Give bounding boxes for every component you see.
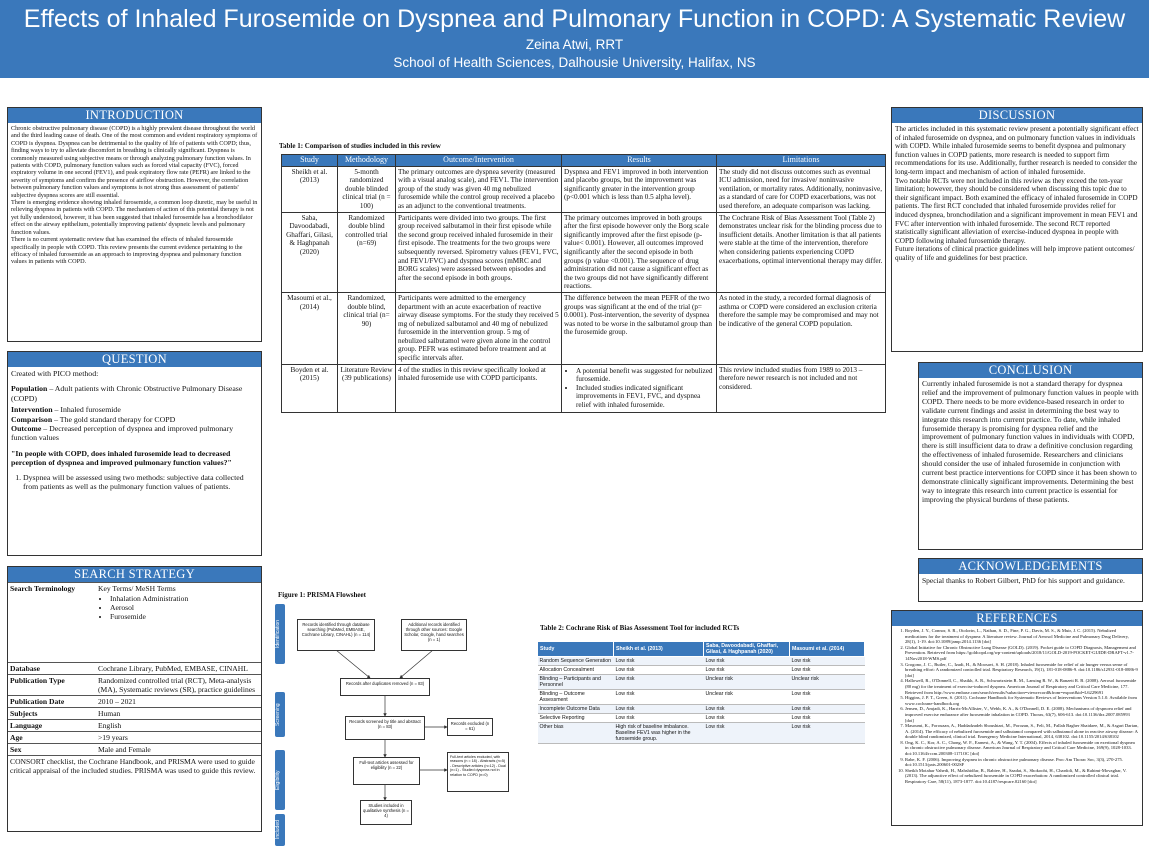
search-value: >19 years [96, 732, 261, 744]
reference-item: 7. Masoumi, K., Forouzan, A., Haddadzadeh Shoushtari, M., Porozan, S., Feli, M., Fallah Bagher Shaidaee, M., & Asgari Darian, A. (2014). The efficacy of nebulized furosemide and salbutamol compared with salbutamol alone in reactive airway disease: A double blind randomized, clinical trial. Emergency Medicine International, 2014, 638102. doi:10.1155/2014/638102 [905, 723, 1139, 740]
list-item: • Included studies indicated significant improvements in FEV1, FVC, and dyspnea relief with inhaled furosemide. [576, 384, 714, 410]
outcome-cell: The primary outcomes are dyspnea severity (measured with a visual analog scale), and FEV1. The intervention group of the study was given 40 mg nebulized furosemide while the control group received a placebo as an adjunct to the conventional treatments. [396, 166, 562, 212]
table-row [8, 583, 261, 663]
results-list [564, 367, 714, 410]
comparison-table [281, 154, 886, 413]
references-heading: REFERENCES [892, 611, 1142, 626]
risk-cell: Low risk [614, 675, 704, 690]
limitations-cell: The Cochrane Risk of Bias Assessment Tool (Table 2) demonstrates unclear risk for the blinding process due to insufficient details. Another limitation is that all patients were stable at the time of the intervention, therefore when considering patients experiencing COPD exacerbations, optimal interventional therapy may differ. [717, 212, 886, 292]
table-row [538, 657, 865, 666]
discussion-paragraph: Future iterations of clinical practice guidelines will help improve patient outcomes/ quality of life and guidelines for best practice. [895, 245, 1135, 262]
research-question: "In people with COPD, does inhaled furosemide lead to decreased perception of dyspnea and improved pulmonary function values?" [11, 448, 232, 468]
table-header-row [538, 642, 865, 657]
reference-item: 10. Sheikh Motahar Vahedi, H., Mahshidfar, B., Rabiee, H., Saadat, S., Shokoohi, H., Chardoli, M., & Rahimi-Movaghar, V. (2013). The adjunctive effect of nebulized furosemide in COPD exacerbation: A randomized controlled clinical trial. Respiratory Care, 58(11), 1873-1877. doi:10.4187/respcare.02160 [doi] [905, 768, 1139, 785]
method-cell: 5-month randomized double blinded clinical trial (n = 100) [338, 166, 396, 212]
stage-eligibility: Eligibility [275, 750, 285, 810]
screened-box: Records screened by title and abstract (n = 83) [345, 716, 425, 740]
table-header-row [282, 155, 886, 167]
table-row [538, 675, 865, 690]
outcome-cell: 4 of the studies in this review specifically looked at inhaled furosemide use with COPD participants. [396, 364, 562, 412]
results-cell: Dyspnea and FEV1 improved in both intervention and placebo groups, but the improvement was significantly greater in the intervention group (p<0.001 which is less than 0.5 alpha level). [562, 166, 717, 212]
search-key: Age [8, 732, 96, 744]
acknowledgements-heading: ACKNOWLEDGEMENTS [919, 559, 1142, 574]
column-header: Limitations [717, 155, 886, 167]
intro-paragraph: Chronic obstructive pulmonary disease (COPD) is a highly prevalent disease throughout the world and the third leading cause of death. One of the most common and evident respiratory symptoms of COPD is dyspnea. Dyspnea can be detrimental to the quality of life of patients with COPD; thus, finding ways to try to alleviate discomfort in breathing is clinically significant. Dyspnea is commonly measured using subjective means or through analyzing pulmonary function values. In patients with COPD, pulmonary function values such as forced vital capacity (FVC), forced expiratory volume in one second (FEV1), and peak expiratory flow rate (PEFR) are linked to the severity of symptoms and confirm the presence of airflow obstruction. However, the correlation between pulmonary function values and symptoms is not strong thus assessment of patients' subjective dyspnea scores are still essential. [11, 125, 258, 199]
domain-cell: Blinding – Participants and Personnel [538, 675, 614, 690]
table-row [282, 364, 886, 412]
conclusion-panel [918, 362, 1143, 550]
risk-cell: Low risk [614, 714, 704, 723]
population-label: Population [11, 384, 48, 394]
references-panel [891, 610, 1143, 826]
full-text-excluded-box: Full-text articles excluded, with reasons (n = 18) - Abstracts (n=5) - Descriptive articles (n=12) - Dual (n=1) - Studied dyspnea not in relation to COPD (n=0) [447, 752, 509, 792]
introduction-panel [7, 107, 262, 342]
intro-paragraph: There is emerging evidence showing inhaled furosemide, a common loop diuretic, may be useful in relieving dyspnea in patients with COPD. The mechanism of action of this potential therapy is not yet fully understood, however, it has been suggested that inhaled furosemide has a bronchodilator effect on the airway epithelium, potentially improving patients' dyspneic levels and pulmonary function values. [11, 199, 258, 236]
discussion-panel [891, 107, 1143, 352]
full-text-box: Full-text articles assessed for eligibility (n = 22) [353, 757, 420, 785]
table-row [8, 708, 261, 720]
risk-cell: Unclear risk [704, 675, 790, 690]
duplicates-box: Records after duplicates removed (n = 83) [340, 678, 430, 696]
risk-cell: Low risk [790, 705, 865, 714]
list-item: • A potential benefit was suggested for nebulized furosemide. [576, 367, 714, 384]
intro-paragraph: There is no current systematic review that has examined the effects of inhaled furosemide specifically in people with COPD. This review presents the current evidence pertaining to the efficacy of inhaled furosemide as an approach to improving dyspnea and pulmonary function values in patients with COPD. [11, 236, 243, 266]
table-row [538, 714, 865, 723]
limitations-cell: As noted in the study, a recorded formal diagnosis of asthma or COPD were considered an exclusion criteria therefore the sample may be compromised and may not be indicative of the general COPD population. [717, 292, 886, 364]
domain-cell: Blinding – Outcome Assessment [538, 690, 614, 705]
risk-cell: Low risk [790, 657, 865, 666]
table-row [282, 212, 886, 292]
risk-cell: Low risk [704, 657, 790, 666]
domain-cell: Other bias [538, 723, 614, 744]
table-row [538, 723, 865, 744]
conclusion-heading: CONCLUSION [919, 363, 1142, 378]
risk-cell: Unclear risk [704, 690, 790, 705]
column-header: Outcome/Intervention [396, 155, 562, 167]
conclusion-paragraph: Currently inhaled furosemide is not a standard therapy for dyspnea relief and the improvement of pulmonary function values in people with COPD. There needs to be more evidence-based research in order to validate current findings and assist in determining the best way to integrate this research into current practice. To date, while inhaled furosemide therapy is promising for dyspnea relief and the improvement of pulmonary function values in individuals with COPD, there is still insufficient data to draw a definitive conclusion regarding the effectiveness of inhaled furosemide. Researchers and clinicians should consider the use of inhaled furosemide in conjunction with current best practice interventions for COPD since it has been shown to demonstrate clinically significant improvements. Determining the best way to integrate this research into current practice is essential for improving the physical burdens of these patients. [922, 379, 1139, 504]
results-cell [562, 364, 717, 412]
table-row [8, 720, 261, 732]
column-header: Saba, Davoodabadi, Ghaffari, Gilasi, & Haghpanah (2020) [704, 642, 790, 657]
discussion-heading: DISCUSSION [892, 108, 1142, 123]
outcome-label: Outcome [11, 424, 42, 434]
column-header: Study [282, 155, 338, 167]
search-key: Search Terminology [8, 583, 96, 663]
method-cell: Randomized double blind controlled trial (n=69) [338, 212, 396, 292]
reference-item: 1. Boyden, J. Y., Connor, S. R., Otolorin, L., Nathan, S. D., Fine, P. G., Davis, M. S., & Muir, J. C. (2015). Nebulized medications for the treatment of dyspnea: A literature review. Journal of Aerosol Medicine and Pulmonary Drug Delivery, 28(1), 1-19. doi:10.1089/jamp.2014.1136 [doi] [905, 628, 1139, 645]
included-box: Studies included in qualitative synthesis (n = 4) [360, 800, 412, 825]
risk-cell: Low risk [790, 723, 865, 744]
reference-item: 4. Hallowell, R., O'Donnell, C., Shaikh, A. R., Schwartzstein R. M., Lansing R. W., & Banzett R. B. (2008). Aerosol furosemide (80 mg) for the treatment of exercise-induced dyspnea. American Journal of Respiratory and Critical Care Medicine, 177. Retrieved from http://www.embase.com/search/results?subaction=viewrecord&from=export&id=L6229691 [905, 678, 1139, 695]
list-item: • Aerosol [110, 603, 259, 612]
search-value: Randomized controlled trial (RCT), Meta-analysis (MA), Systematic reviews (SR), practice guidelines [96, 675, 261, 696]
outcome-text: – Decreased perception of dyspnea and improved pulmonary function values [11, 424, 234, 443]
results-cell: The difference between the mean PEFR of the two groups was significant at the end of the trial (p= 0.0001). Post-intervention, the severity of dyspnea was noted to be worse in the salbutamol group than the furosemide group. [562, 292, 717, 364]
acknowledgements-panel [918, 558, 1143, 602]
study-cell: Masoumi et al., (2014) [282, 292, 338, 364]
table-row [8, 675, 261, 696]
identification-box: Records identified through database searching (PubMed, EMBASE, Cochrane Library, CINAHL) (n = 114) [297, 619, 375, 651]
reference-item: 5. Higgins, J. P. T., Green, S. (2011). Cochrane Handbook for Systematic Reviews of Interventions Version 5.1.0. Available from www.cochrane-handbook.org [905, 695, 1139, 706]
bias-table [537, 641, 865, 744]
stage-identification: Identification [275, 604, 285, 664]
risk-cell: Low risk [704, 666, 790, 675]
risk-cell: Low risk [704, 723, 790, 744]
comparison-text: – The gold standard therapy for COPD [52, 414, 176, 424]
risk-cell: High risk of baseline imbalance. Baseline FEV1 was higher in the furosemide group. [614, 723, 704, 744]
search-key: Sex [8, 744, 96, 756]
list-item: • Furosemide [110, 612, 259, 621]
table-row [8, 744, 261, 756]
prisma-caption: Figure 1: PRISMA Flowsheet [278, 591, 366, 599]
search-key: Publication Date [8, 696, 96, 708]
column-header: Results [562, 155, 717, 167]
comparison-table-wrap [281, 154, 886, 569]
risk-cell: Unclear risk [790, 675, 865, 690]
risk-cell: Low risk [614, 705, 704, 714]
reference-item: 9. Rabe, K. F. (2006). Improving dyspnea in chronic obstructive pulmonary disease. Proc Am Thorac Soc, 3(3), 270-275. doi:10.1513/pats.200601-002SF [905, 757, 1139, 768]
bias-table-wrap [537, 641, 865, 744]
risk-cell: Low risk [790, 666, 865, 675]
domain-cell: Random Sequence Generation [538, 657, 614, 666]
introduction-heading: INTRODUCTION [8, 108, 261, 123]
list-item: • Inhalation Administration [110, 594, 259, 603]
poster-header [0, 0, 1149, 78]
discussion-paragraph: Two notable RCTs were not included in this review as they exceed the ten-year limitation; however, they should be considered when discussing this topic due to their significant impact. Both examined the efficacy of inhaled furosemide in COPD patients. The first RCT concluded that inhaled furosemide provides relief for induced dyspnea, bronchodilation and a significant improvement in mean FEV1 and FVC after intervention with inhaled furosemide. The second RCT reported statistically significant alleviation of exercise-induced dyspnea in people with COPD following inhaled furosemide therapy. [895, 176, 1138, 245]
table-row [8, 696, 261, 708]
domain-cell: Allocation Concealment [538, 666, 614, 675]
question-heading: QUESTION [8, 352, 261, 367]
study-cell: Saba, Davoodabadi, Ghaffari, Gilasi, & Haghpanah (2020) [282, 212, 338, 292]
outcome-cell: Participants were divided into two groups. The first group received salbutamol in their first episode while the second group received inhaled furosemide in their first episode. The treatments for the two groups were subsequently reversed. Spirometry values (FEV1, FVC, and FEV1/FVC) and dyspnea scores (mMRC and BORG scales) were assessed between episodes and after the second episode in both groups. [396, 212, 562, 292]
comparison-label: Comparison [11, 414, 53, 424]
reference-item: 3. Grogono, J. C., Butler, C., Izadi, H., & Moosavi, S. H. (2018). Inhaled furosemide for relief of air hunger versus sense of breathing effort: A randomized controlled trial. Respiratory Research, 19(1), 181-018-0886-9. doi:10.1186/s12931-018-0886-9 [doi] [905, 662, 1139, 679]
study-cell: Boyden et al. (2015) [282, 364, 338, 412]
risk-cell: Low risk [704, 714, 790, 723]
table-row [8, 663, 261, 675]
search-value: Key Terms/ MeSH Terms [98, 584, 176, 593]
search-value: Male and Female [96, 744, 261, 756]
table-row [538, 690, 865, 705]
author: Zeina Atwi, RRT [525, 37, 624, 52]
search-key: Language [8, 720, 96, 732]
table-row [282, 166, 886, 212]
poster-title: Effects of Inhaled Furosemide on Dyspnea and Pulmonary Function in COPD: A Systematic Review [23, 5, 1126, 33]
search-key: Subjects [8, 708, 96, 720]
risk-cell: Low risk [790, 714, 865, 723]
limitations-cell: This review included studies from 1989 to 2013 – therefore newer research is not included and not considered. [717, 364, 886, 412]
method-cell: Randomized, double blind, clinical trial (n= 90) [338, 292, 396, 364]
column-header: Study [538, 642, 614, 657]
affiliation: School of Health Sciences, Dalhousie University, Halifax, NS [393, 55, 756, 70]
table-row [8, 732, 261, 744]
domain-cell: Incomplete Outcome Data [538, 705, 614, 714]
discussion-paragraph: The articles included in this systematic review present a potentially significant effect of inhaled furosemide on dyspnea, and on pulmonary function values in individuals with COPD. While inhaled furosemide seems to benefit dyspnea and pulmonary function values in COPD patients, more research is needed to support firm recommendations for its use. Additionally, further research is needed to consider the long-term impact and mechanism of action of inhaled furosemide. [895, 125, 1139, 176]
risk-cell: Low risk [704, 705, 790, 714]
table-row [538, 705, 865, 714]
search-value: English [96, 720, 261, 732]
reference-item: 2. Global Initiative for Chronic Obstructive Lung Disease (GOLD). (2019). Pocket guide to COPD Diagnosis, Management and Prevention. Retrieved from https://goldcopd.org/wp-content/uploads/2018/11/GOLD-2019-POCKET-GUIDE-DRAFT-v1.7-14Nov2018-WMS.pdf [905, 645, 1139, 662]
outcome-cell: Participants were admitted to the emergency department with an acute exacerbation of reactive airway disease symptoms. For the study they received 5 mg of nebulized salbutamol and 40 mg of nebulized furosemide in the intervention group. 5 mg of nebulized salbutamol were given alone in the control group. PEFR was estimated before treatment and at specific intervals after. [396, 292, 562, 364]
risk-cell: Low risk [614, 657, 704, 666]
table-row [8, 756, 261, 777]
search-value: 2010 – 2021 [96, 696, 261, 708]
column-header: Masoumi et al. (2014) [790, 642, 865, 657]
acknowledgements-text: Special thanks to Robert Gilbert, PhD for his support and guidance. [922, 576, 1125, 585]
search-footer: CONSORT checklist, the Cochrane Handbook, and PRISMA were used to guide critical appraisal of the included studies. PRISMA was used to guide this review. [8, 756, 261, 777]
prisma-flowchart [275, 602, 520, 848]
domain-cell: Selective Reporting [538, 714, 614, 723]
column-header: Sheikh et al. (2013) [614, 642, 704, 657]
method-cell: Literature Review (39 publications) [338, 364, 396, 412]
search-key: Publication Type [8, 675, 96, 696]
table-row [538, 666, 865, 675]
intervention-label: Intervention [11, 405, 53, 415]
search-value: Cochrane Library, PubMed, EMBASE, CINAHL [96, 663, 261, 675]
reference-list [895, 628, 1139, 785]
pico-note: Created with PICO method: [11, 369, 99, 378]
risk-cell: Low risk [790, 690, 865, 705]
search-strategy-heading: SEARCH STRATEGY [8, 567, 261, 582]
excluded-box: Records excluded (n = 61) [447, 718, 493, 736]
search-key: Database [8, 663, 96, 675]
question-panel [7, 351, 262, 556]
search-table [8, 582, 261, 776]
other-sources-box: Additional records identified through other sources: Google Scholar, Google, hand searches (n = 1) [401, 619, 467, 651]
stage-screening: Screening [275, 692, 285, 737]
study-cell: Sheikh et al. (2013) [282, 166, 338, 212]
table2-caption: Table 2: Cochrane Risk of Bias Assessment Tool for included RCTs [540, 624, 740, 632]
table-row [282, 292, 886, 364]
risk-cell: Low risk [614, 666, 704, 675]
reference-item: 6. Jensen, D., Amjadi, K., Harris-McAllister, V., Webb, K. A., & O'Donnell, D. E. (2008). Mechanisms of dyspnoea relief and improved exercise endurance after furosemide inhalation in COPD. Thorax, 63(7), 606-613. doi:10.1136/thx.2007.085993 [doi] [905, 706, 1139, 723]
population-text: – Adult patients with Chronic Obstructive Pulmonary Disease (COPD) [11, 384, 243, 403]
risk-cell: Low risk [614, 690, 704, 705]
stage-included: Included [275, 814, 285, 846]
column-header: Methodology [338, 155, 396, 167]
search-strategy-panel [7, 566, 262, 832]
search-value: Human [96, 708, 261, 720]
intervention-text: – Inhaled furosemide [52, 405, 121, 415]
reference-item: 8. Ong, K. C., Kor, A. C., Chong, W. F., Earnest, A., & Wang, Y. T. (2004). Effects of inhaled furosemide on exertional dyspnea in chronic obstructive pulmonary disease. American Journal of Respiratory and Critical Care Medicine, 169(9), 1028-1033. doi:10.1164/rccm.200308-1171OC [doi] [905, 740, 1139, 757]
assessment-note: 1. Dyspnea will be assessed using two methods: subjective data collected from patients as well as the pulmonary function values of patients. [23, 473, 258, 492]
results-cell: The primary outcomes improved in both groups after the first episode however only the Borg scale significantly improved after the first episode (p-value< 0.001). However, all outcomes improved significantly after the second episode in both groups (p value <0.001). The sequence of drug administration did not cause a significant effect as the two groups did not have significantly different reactions. [562, 212, 717, 292]
limitations-cell: The study did not discuss outcomes such as eventual ICU admission, need for invasive/ noninvasive ventilation, or mortality rates. Additionally, noninvasive, as a standard of care for COPD exacerbations, was not used therefore, an adequate comparison was lacking. [717, 166, 886, 212]
table1-caption: Table 1: Comparison of studies included in this review [279, 142, 441, 150]
